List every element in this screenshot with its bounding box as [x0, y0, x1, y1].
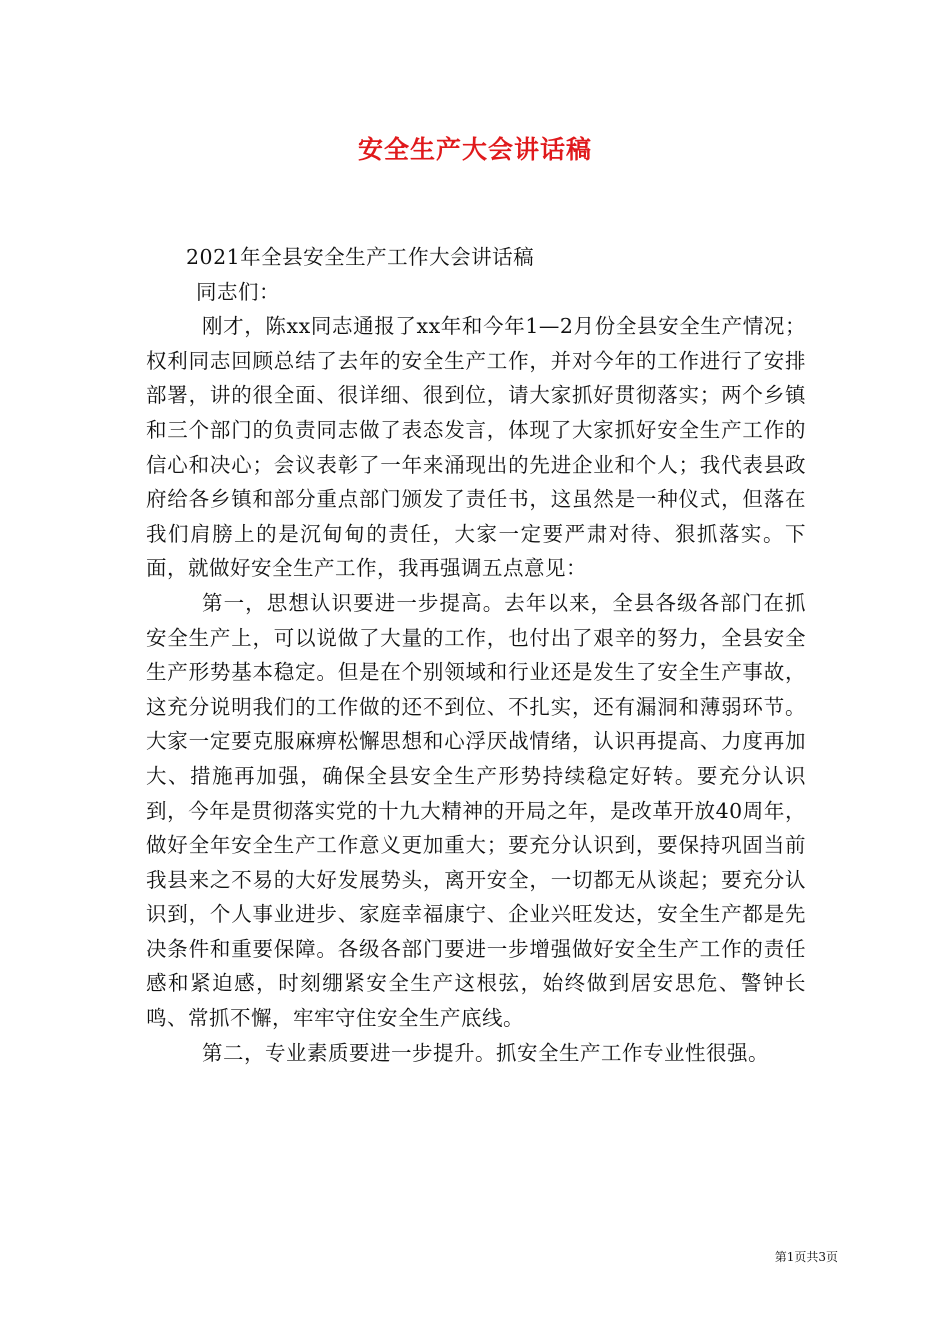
- paragraph-second-point: 第二，专业素质要进一步提升。抓安全生产工作专业性很强。: [202, 1040, 769, 1065]
- paragraph-first-point: 第一，思想认识要进一步提高。去年以来，全县各级各部门在抓安全生产上，可以说做了大量的工作，也付出了艰辛的努力，全县安全生产形势基本稳定。但是在个别领域和行业还是发生了安全生产事故，这充分说明我们的工作做的还不到位、不扎实，还有漏洞和薄弱环节。大家一定要克服麻痹松懈思想和心浮厌战情绪，认识再提高、力度再加大、措施再加强，确保全县安全生产形势持续稳定好转。要充分认识到，今年是贯彻落实党的十九大精神的开局之年，是改革开放40周年，做好全年安全生产工作意义更加重大；要充分认识到，要保持巩固当前我县来之不易的大好发展势头，离开安全，一切都无从谈起；要充分认识到，个人事业进步、家庭幸福康宁、企业兴旺发达，安全生产都是先决条件和重要保障。各级各部门要进一步增强做好安全生产工作的责任感和紧迫感，时刻绷紧安全生产这根弦，始终做到居安思危、警钟长鸣、常抓不懈，牢牢守住安全生产底线。: [146, 590, 806, 1031]
- document-body: [146, 240, 806, 1070]
- document-title: 安全生产大会讲话稿: [357, 135, 592, 164]
- greeting-line: 同志们：: [196, 279, 280, 304]
- paragraph-intro: 刚才，陈xx同志通报了xx年和今年1—2月份全县安全生产情况；权利同志回顾总结了去年的安全生产工作，并对今年的工作进行了安排部署，讲的很全面、很详细、很到位，请大家抓好贯彻落实；两个乡镇和三个部门的负责同志做了表态发言，体现了大家抓好安全生产工作的信心和决心；会议表彰了一年来涌现出的先进企业和个人；我代表县政府给各乡镇和部分重点部门颁发了责任书，这虽然是一种仪式，但落在我们肩膀上的是沉甸甸的责任，大家一定要严肃对待、狠抓落实。下面，就做好安全生产工作，我再强调五点意见：: [146, 314, 806, 581]
- page-number-footer: 第1页共3页: [774, 1250, 838, 1264]
- document-subtitle: 2021年全县安全生产工作大会讲话稿: [186, 245, 535, 269]
